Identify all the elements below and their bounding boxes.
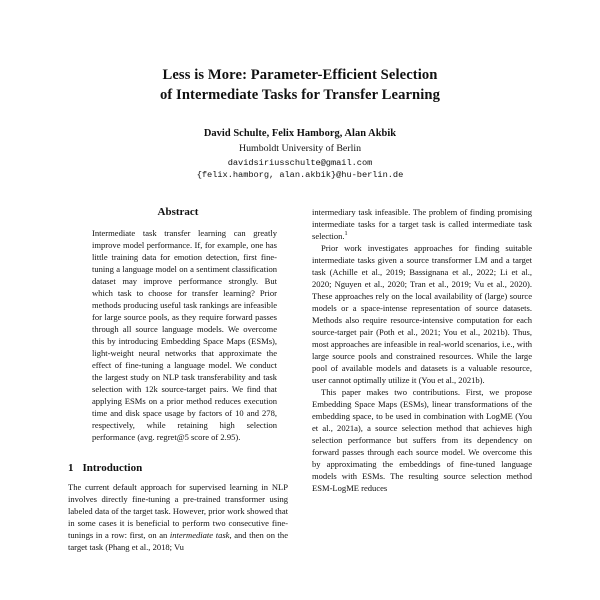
right-paragraph-1-text: intermediary task infeasible. The problem of finding promising intermediate tasks for a target task is called intermediate task selection.	[312, 207, 532, 241]
section-number: 1	[68, 462, 74, 474]
paper-header	[0, 0, 600, 180]
section-title: Introduction	[82, 462, 143, 474]
title-line-2: of Intermediate Tasks for Transfer Learning	[159, 86, 441, 103]
abstract-heading: Abstract	[157, 206, 199, 218]
intro-emphasis-intermediate-task: intermediate task	[169, 530, 230, 540]
title-line-1: Less is More: Parameter-Efficient Selection	[162, 67, 438, 83]
body-columns	[0, 206, 600, 600]
author-list: David Schulte, Felix Hamborg, Alan Akbik	[203, 128, 397, 140]
abstract-body	[92, 227, 277, 443]
page-title	[80, 66, 520, 105]
abstract-text: Intermediate task transfer learning can greatly improve model performance. If, for example, one has little training data for emotion detection, first fine-tuning a language model on a sentiment classification dataset may improve performance strongly. But which task to choose for transfer learning? Prior methods producing useful task rankings are infeasible for large source pools, as they require forward passes through all source language models. We overcome this by introducing Embedding Space Maps (ESMs), light-weight neural networks that approximate the effect of fine-tuning a language model. We conduct the largest study on NLP task transferability and task selection with 12k source-target pairs. We find that applying ESMs on a prior method reduces execution time and disk space usage by factors of 10 and 278, respectively, while retaining high selection performance (avg. regret@5 score of 2.95).	[92, 228, 277, 442]
right-paragraph-3: This paper makes two contributions. First, we propose Embedding Space Maps (ESMs), linear transformations of the embedding space, to be used in combination with LogME (You et al., 2021a), a source selection method that achieves high selection performance but suffers from its dependency on forward passes through each source model. We overcome this by approximating the embeddings of fine-tuned language models with ESMs. The resulting source selection method ESM-LogME reduces	[312, 387, 532, 493]
intro-text-part-1: The current default approach for supervised learning in NLP involves directly fine-tuning a pre-trained transformer using labeled data of the target task. However, prior work showed that in some cases it is beneficial to perform two consecutive fine-tunings in a row: first, on an	[68, 482, 288, 540]
right-paragraph-1	[312, 206, 532, 242]
section-heading-introduction	[68, 462, 288, 474]
right-column	[312, 206, 532, 600]
author-email-primary: davidsiriusschulte@gmail.com	[227, 158, 373, 169]
right-paragraph-2: Prior work investigates approaches for finding suitable intermediate tasks given a source transformer LM and a target task (Achille et al., 2019; Bassignana et al., 2022; Li et al., 2020; Nguyen et al., 2020; Tran et al., 2019; Vu et al., 2020). These approaches rely on the local availability of (large) source models or a space-intense representation of source datasets. Methods also require resource-intensive computation for each source-target pair (Poth et al., 2021; You et al., 2021b). Thus, most approaches are infeasible in real-world scenarios, i.e., with large source pools and constrained resources. While the large pool of available models and datasets is a valuable resource, user cannot optimally utilize it (You et al., 2021b).	[312, 243, 532, 385]
footnote-marker: 1	[344, 230, 348, 238]
introduction-paragraph-1	[68, 481, 288, 553]
intro-text-part-2: , and then on the target task (Phang et al., 2018; Vu	[68, 530, 288, 552]
affiliation: Humboldt University of Berlin	[238, 143, 362, 155]
left-column	[68, 206, 288, 600]
author-email-secondary: {felix.hamborg, alan.akbik}@hu-berlin.de	[196, 170, 404, 181]
